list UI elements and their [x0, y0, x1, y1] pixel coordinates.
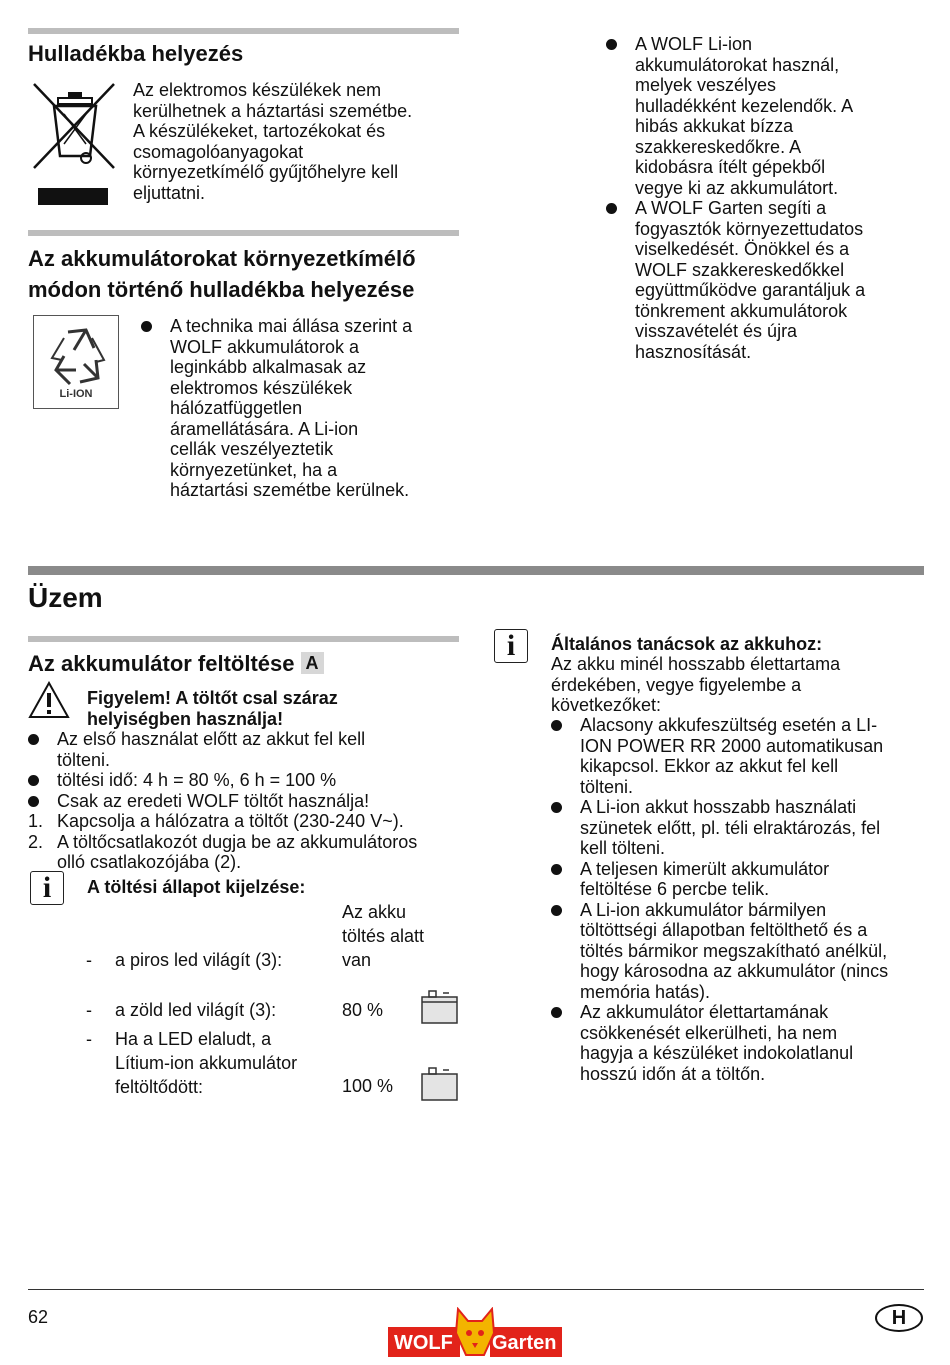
- logo-garten-text: Garten: [492, 1332, 557, 1354]
- text-line: leginkább alkalmasak az: [170, 357, 367, 377]
- battery-icon: [421, 988, 459, 1024]
- info-icon: i: [494, 629, 528, 663]
- step-item: [28, 832, 458, 873]
- text-line: töltöttségi állapotban feltölthető és a: [580, 920, 868, 940]
- row-dash: -: [86, 1000, 92, 1020]
- text-line: elektromos készülékek: [170, 377, 353, 398]
- text-line: visszavételét és újra: [635, 321, 798, 341]
- row-dash: -: [86, 1029, 92, 1049]
- footer-rule: [28, 1289, 924, 1290]
- text-line: áramellátására. A Li-ion: [170, 418, 359, 439]
- text-line: töltési idő: 4 h = 80 %, 6 h = 100 %: [57, 770, 337, 790]
- chapter-rule: [28, 566, 924, 575]
- charging-heading-text: Az akkumulátor feltöltése: [28, 651, 295, 676]
- status-value: 100 %: [342, 1076, 394, 1096]
- text-line: hagyja a készüléket indokolatlanul: [580, 1043, 854, 1063]
- text-line: A technika mai állása szerint a: [170, 316, 413, 336]
- charging-heading: [28, 648, 324, 679]
- tips-intro: [551, 654, 921, 716]
- li-ion-label: Li-ION: [59, 388, 93, 400]
- text-line: A WOLF Li-ion: [635, 34, 753, 54]
- tips-list: [551, 715, 923, 1084]
- recycle-arrows-icon: [34, 320, 118, 390]
- list-item: [28, 729, 458, 770]
- text-line: együttműködve garantáljuk a: [635, 280, 866, 300]
- disposal-heading: Hulladékba helyezés: [28, 41, 244, 66]
- crossed-out-bin-icon: [30, 80, 120, 210]
- text-line: tölteni.: [57, 749, 111, 770]
- text-line: kerülhetnek a háztartási szemétbe.: [133, 100, 413, 121]
- status-value: van: [342, 950, 372, 970]
- text-line: csomagolóanyagokat: [133, 141, 304, 162]
- step-item: [28, 811, 458, 832]
- list-item: [28, 770, 458, 791]
- language-badge: H: [875, 1304, 923, 1332]
- text-line: Az akku minél hosszabb élettartama: [551, 654, 841, 674]
- text-line: helyiségben használja!: [87, 708, 284, 729]
- text-line: tönkrement akkumulátorok: [635, 300, 848, 321]
- charging-list: [28, 729, 458, 873]
- status-heading: A töltési állapot kijelzése:: [87, 877, 306, 897]
- list-item: [551, 1002, 923, 1084]
- text-line: cellák veszélyeztetik: [170, 439, 334, 459]
- text-line: hibás akkukat bízza: [635, 116, 794, 136]
- text-line: A teljesen kimerült akkumulátor: [580, 858, 830, 879]
- step-number: 1.: [28, 811, 44, 831]
- status-label: a zöld led világít (3):: [115, 1000, 277, 1020]
- text-line: Kapcsolja a hálózatra a töltőt (230-240 V~).: [57, 811, 404, 831]
- text-line: Ha a LED elaludt, a: [115, 1029, 272, 1049]
- list-item: [28, 791, 458, 812]
- heading-line: Az akkumulátorokat környezetkímélő: [28, 246, 416, 271]
- text-line: fogyasztók környezettudatos: [635, 218, 864, 239]
- status-value: 80 %: [342, 1000, 384, 1020]
- chapter-title: Üzem: [28, 582, 103, 613]
- status-col-header: [342, 900, 424, 948]
- text-line: Az akku: [342, 902, 407, 922]
- list-item: [551, 859, 923, 900]
- text-line: Az akkumulátor élettartamának: [580, 1002, 829, 1022]
- status-row: [86, 1027, 92, 1051]
- text-line: háztartási szemétbe kerülnek.: [170, 480, 410, 500]
- text-line: Csak az eredeti WOLF töltőt használja!: [57, 790, 370, 811]
- text-line: hosszú időn át a töltőn.: [580, 1063, 766, 1084]
- recycle-li-ion-icon: [33, 315, 119, 409]
- text-line: melyek veszélyes: [635, 75, 777, 95]
- battery-disposal-heading: [28, 243, 416, 305]
- page-number: 62: [28, 1307, 49, 1327]
- text-line: vegye ki az akkumulátort.: [635, 177, 839, 198]
- text-line: szünetek előtt, pl. téli elraktározás, fel: [580, 817, 881, 838]
- info-icon: i: [30, 871, 64, 905]
- text-line: kell tölteni.: [580, 838, 666, 858]
- row-dash: -: [86, 950, 92, 970]
- heading-line: módon történő hulladékba helyezése: [28, 277, 415, 302]
- text-line: tölteni.: [580, 776, 634, 797]
- text-line: Figyelem! A töltőt csal száraz: [87, 688, 338, 708]
- warning-triangle-icon: [28, 681, 70, 719]
- text-line: viselkedését. Önökkel és a: [635, 239, 850, 259]
- list-item: [551, 900, 923, 1003]
- right-bullets: [606, 34, 926, 362]
- list-item: [551, 715, 923, 797]
- text-line: hasznosítását.: [635, 341, 752, 362]
- text-line: WOLF akkumulátorok a: [170, 336, 360, 357]
- text-line: környezetünket, ha a: [170, 459, 338, 480]
- warning-text: [87, 688, 338, 729]
- text-line: eljuttatni.: [133, 182, 206, 203]
- text-line: memória hatás).: [580, 981, 711, 1002]
- section-rule: [28, 636, 459, 642]
- text-line: kidobásra ítélt gépekből: [635, 157, 826, 177]
- text-line: olló csatlakozójába (2).: [57, 852, 242, 872]
- text-line: A WOLF Garten segíti a: [635, 198, 827, 218]
- text-line: feltöltődött:: [115, 1077, 204, 1097]
- status-label: a piros led világít (3):: [115, 950, 283, 970]
- text-line: hogy károsodna az akkumulátor (nincs: [580, 961, 889, 981]
- text-line: A töltőcsatlakozót dugja be az akkumulátoros: [57, 831, 418, 852]
- text-line: A készülékeket, tartozékokat és: [133, 121, 386, 141]
- text-line: töltés alatt: [342, 926, 425, 946]
- battery-disposal-bullet: [141, 316, 480, 501]
- text-line: hulladékként kezelendők. A: [635, 95, 854, 116]
- text-line: akkumulátorokat használ,: [635, 54, 840, 75]
- text-line: csökkenését elkerülheti, ha nem: [580, 1022, 838, 1043]
- disposal-text: [133, 80, 453, 203]
- text-line: Az első használat előtt az akkut fel kell: [57, 729, 366, 749]
- wolf-garten-logo: [388, 1307, 562, 1361]
- text-line: Alacsony akkufeszültség esetén a LI-: [580, 715, 878, 735]
- status-row: [86, 998, 92, 1022]
- text-line: feltöltése 6 percbe telik.: [580, 879, 770, 899]
- text-line: ION POWER RR 2000 automatikusan: [580, 735, 884, 756]
- text-line: környezetkímélő gyűjtőhelyre kell: [133, 162, 399, 182]
- section-rule: [28, 230, 459, 236]
- text-line: kikapcsol. Ekkor az akkut fel kell: [580, 756, 839, 776]
- status-row: [86, 948, 92, 972]
- figure-ref-badge: A: [301, 652, 324, 674]
- text-line: szakkereskedőkre. A: [635, 136, 802, 157]
- text-line: következőket:: [551, 695, 662, 715]
- section-rule: [28, 28, 459, 34]
- logo-wolf-text: WOLF: [394, 1332, 453, 1354]
- text-line: Az elektromos készülékek nem: [133, 80, 382, 100]
- text-line: érdekében, vegye figyelembe a: [551, 674, 802, 695]
- list-item: [551, 797, 923, 859]
- battery-icon: [421, 1065, 459, 1101]
- text-line: A Li-ion akkumulátor bármilyen: [580, 899, 827, 920]
- text-line: töltés bármikor megszakítható anélkül,: [580, 940, 888, 961]
- text-line: Lítium-ion akkumulátor: [115, 1053, 298, 1073]
- text-line: A Li-ion akkut hosszabb használati: [580, 797, 857, 817]
- text-line: WOLF szakkereskedőkkel: [635, 259, 845, 280]
- list-item: [606, 34, 926, 198]
- list-item: [606, 198, 926, 362]
- text-line: hálózatfüggetlen: [170, 398, 303, 418]
- tips-heading: Általános tanácsok az akkuhoz:: [551, 634, 823, 654]
- status-label: [115, 1027, 297, 1099]
- step-number: 2.: [28, 831, 44, 852]
